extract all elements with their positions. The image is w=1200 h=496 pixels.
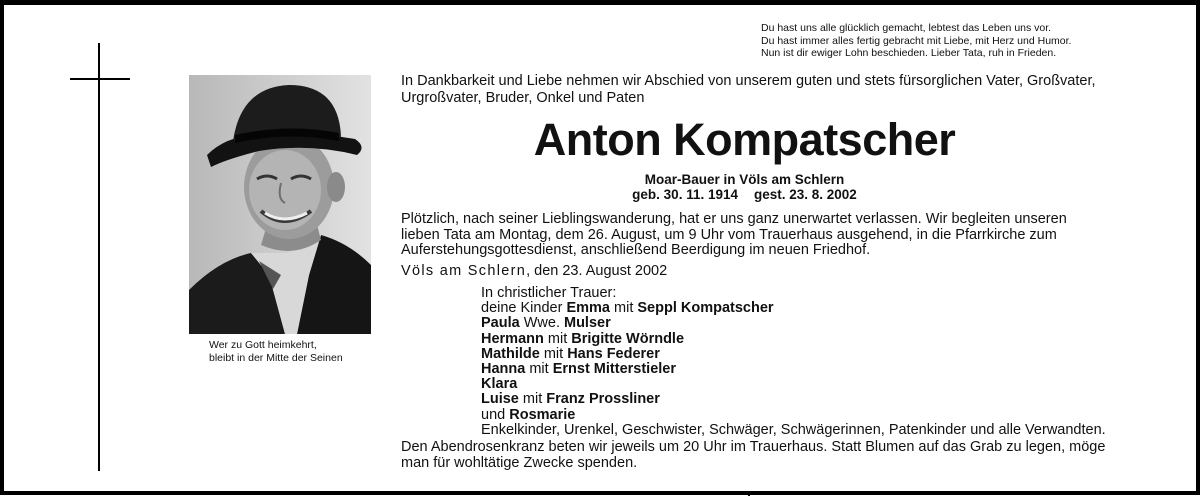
rosary-line: man für wohltätige Zwecke spenden. [401,455,638,471]
place: Völs am Schlern [401,263,527,279]
story-line: Auferstehungsgottesdienst, anschließend Beerdigung im neuen Friedhof. [401,242,871,258]
date: , den 23. August 2002 [526,263,668,279]
story-line: lieben Tata am Montag, dem 26. August, um 9 Uhr vom Trauerhaus ausgehend, in die Pfarrkirche zum [401,226,1057,243]
mourner-row: Hanna mit Ernst Mitterstieler [481,361,677,378]
poem [761,22,1071,60]
cross-icon [98,43,100,471]
mourner-row: Hermann mit Brigitte Wörndle [481,330,685,347]
portrait-photo [189,75,371,334]
poem-line: Nun ist dir ewiger Lohn beschieden. Lieber Tata, ruh in Frieden. [761,47,1057,59]
rosary-notice [401,439,1105,471]
caption-line: Wer zu Gott heimkehrt, [209,339,317,351]
intro-line: Urgroßvater, Bruder, Onkel und Paten [401,90,645,106]
photo-caption [209,339,343,365]
divider-mark [748,491,750,496]
mourner-row: Paula Wwe. Mulser [481,315,611,332]
rosary-line: Den Abendrosenkranz beten wir jeweils um 20 Uhr im Trauerhaus. Statt Blumen auf das Grab zu legen, möge [401,439,1106,455]
mourner-row: Luise mit Franz Prossliner [481,391,660,408]
caption-line: bleibt in der Mitte der Seinen [209,352,343,364]
death-notice-text [401,212,1101,259]
mourner-row: deine Kinder Emma mit Seppl Kompatscher [481,300,774,317]
occupation: Moar-Bauer in Völs am Schlern [644,172,845,187]
intro-line: In Dankbarkeit und Liebe nehmen wir Abschied von unserem guten und stets fürsorglichen Vater, Großvater, [401,73,1096,89]
death-date: gest. 23. 8. 2002 [754,187,857,202]
mourning-heading: In christlicher Trauer: [481,285,617,301]
mourner-row: und Rosmarie [481,406,576,423]
deceased-details [401,172,1088,202]
birth-date: geb. 30. 11. 1914 [632,187,738,202]
place-date [401,263,667,279]
mourners-list [481,286,1106,438]
mourner-row: Enkelkinder, Urenkel, Geschwister, Schwäger, Schwägerinnen, Patenkinder und alle Verwandten. [481,421,1106,438]
intro-text [401,73,1101,107]
poem-line: Du hast uns alle glücklich gemacht, lebtest das Leben uns vor. [761,22,1052,34]
mourner-row: Klara [481,376,518,393]
cross-icon-bar [70,78,130,80]
poem-line: Du hast immer alles fertig gebracht mit Liebe, mit Herz und Humor. [761,34,1072,47]
deceased-name: Anton Kompatscher [533,114,956,165]
story-line: Plötzlich, nach seiner Lieblingswanderung, hat er uns ganz unerwartet verlassen. Wir begleiten unseren [401,211,1067,227]
life-dates [401,187,1088,202]
mourner-row: Mathilde mit Hans Federer [481,345,660,362]
